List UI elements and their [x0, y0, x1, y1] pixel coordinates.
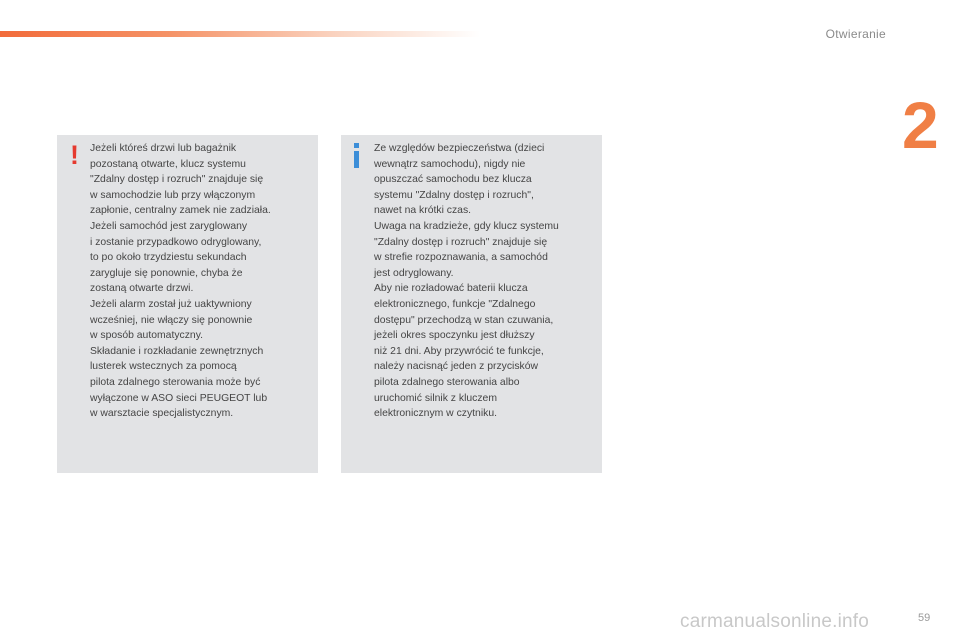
- info-text: Ze względów bezpieczeństwa (dzieci wewnątrz samochodu), nigdy nie opuszczać samochodu bez klucza systemu "Zdalny dostęp i rozruch", nawet na krótki czas. Uwaga na kradzieże, gdy klucz systemu "Zdalny dostęp i rozruch" znajduje się w strefie rozpoznawania, a samochód jest odryglowany. Aby nie rozładować baterii klucza elektronicznego, funkcje "Zdalnego dostępu" przechodzą w stan czuwania, jeżeli okres spoczynku jest dłuższy niż 21 dni. Aby przywrócić te funkcje, należy nacisnąć jeden z przycisków pilota zdalnego sterowania albo uruchomić silnik z kluczem elektronicznym w czytniku.: [374, 143, 559, 420]
- info-icon: [352, 143, 362, 169]
- watermark: carmanualsonline.info: [680, 611, 870, 632]
- chapter-number: 2: [902, 88, 939, 162]
- warning-exclamation-icon: !: [70, 140, 79, 170]
- warning-text: Jeżeli któreś drzwi lub bagażnik pozostaną otwarte, klucz systemu "Zdalny dostęp i rozruch" znajduje się w samochodzie lub przy włączonym zapłonie, centralny zamek nie zadziała. Jeżeli samochód jest zaryglowany i zostanie przypadkowo odryglowany, to po około trzydziestu sekundach zarygluje się ponownie, chyba że zostaną otwarte drzwi. Jeżeli alarm został już uaktywniony wcześniej, nie włączy się ponownie w sposób automatyczny. Składanie i rozkładanie zewnętrznych lusterek wstecznych za pomocą pilota zdalnego sterowania może być wyłączone w ASO sieci PEUGEOT lub w warsztacie specjalistycznym.: [90, 143, 271, 420]
- page-number: 59: [918, 612, 931, 624]
- info-box: [341, 135, 602, 473]
- header-accent-bar: [0, 31, 480, 37]
- section-title: Otwieranie: [825, 27, 886, 41]
- warning-box: [57, 135, 318, 473]
